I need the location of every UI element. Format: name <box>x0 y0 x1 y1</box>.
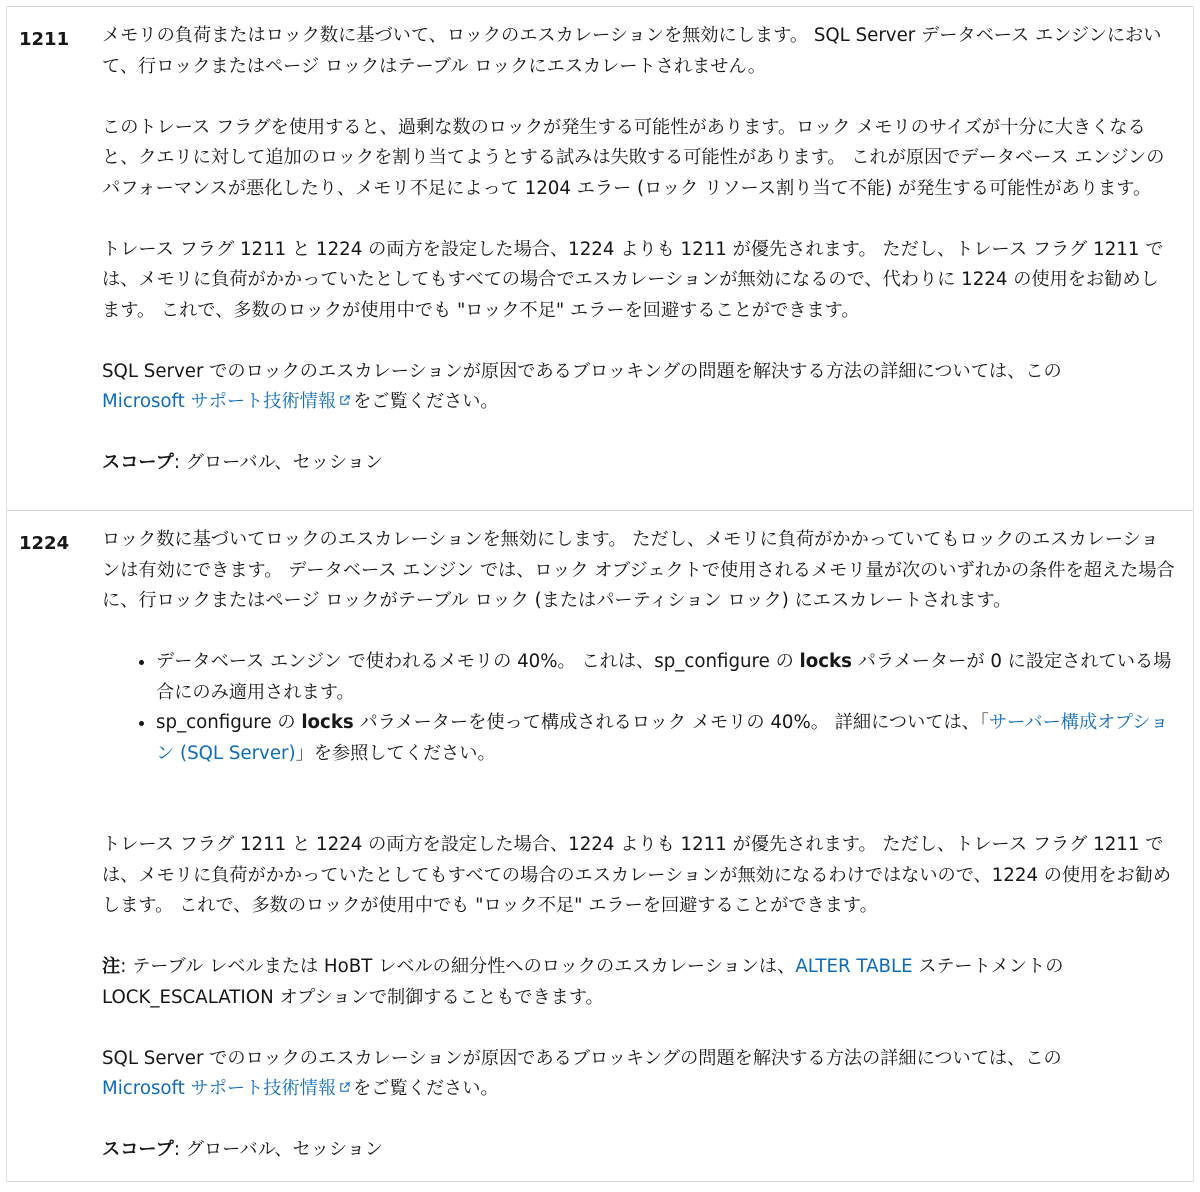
list-item-text: sp_configure の <box>156 712 302 733</box>
scope-label: スコープ <box>102 452 174 473</box>
microsoft-support-link[interactable]: Microsoft サポート技術情報 <box>102 1078 337 1099</box>
scope-paragraph <box>102 1135 1176 1166</box>
description-paragraph: トレース フラグ 1211 と 1224 の両方を設定した場合、1224 よりも 1211 が優先されます。 ただし、トレース フラグ 1211 では、メモリに負荷がかかっていたとしてもすべての場合でエスカレーションが無効になるので、代わりに 1224 の使用をお勧めします。 これで、多数のロックが使用中でも "ロック不足" エラーを回避することができます。 <box>102 238 1164 321</box>
server-config-options-link[interactable]: サーバー構成オプション (SQL Server) <box>156 712 1169 764</box>
note-text: ステートメントの LOCK_ESCALATION オプションで制御することもできます。 <box>102 956 1064 1008</box>
table-row <box>7 6 1193 510</box>
condition-list <box>102 647 1176 769</box>
list-item-text: データベース エンジン で使われるメモリの 40%。 これは、sp_configure の <box>156 651 800 672</box>
locks-keyword: locks <box>301 712 354 733</box>
note-paragraph <box>102 952 1176 1013</box>
support-text: SQL Server でのロックのエスカレーションが原因であるブロッキングの問題を解決する方法の詳細については、この <box>102 360 1062 382</box>
description-paragraph: このトレース フラグを使用すると、過剰な数のロックが発生する可能性があります。ロック メモリのサイズが十分に大きくなると、クエリに対して追加のロックを割り当てようとする試みは失敗する可能性があります。 これが原因でデータベース エンジンのパフォーマンスが悪化したり、メモリ不足によって 1204 エラー (ロック リソース割り当て不能) が発生する可能性があります。 <box>102 116 1165 199</box>
scope-value: : グローバル、セッション <box>173 452 384 473</box>
list-item-text: パラメーターが 0 に設定されている場合にのみ適用されます。 <box>156 651 1172 703</box>
trace-flag-number: 1224 <box>19 533 70 554</box>
list-item <box>156 708 1176 769</box>
microsoft-support-link[interactable]: Microsoft サポート技術情報 <box>102 391 337 412</box>
list-item-text: パラメーターを使って構成されるロック メモリの 40%。 詳細については、「 <box>353 712 989 733</box>
description-paragraph: メモリの負荷またはロック数に基づいて、ロックのエスカレーションを無効にします。 SQL Server データベース エンジンにおいて、行ロックまたはページ ロックはテーブル ロックにエスカレートされません。 <box>102 25 1162 77</box>
trace-flag-description <box>102 525 1176 1166</box>
external-link-icon <box>339 395 350 406</box>
trace-flag-number: 1211 <box>19 29 70 50</box>
external-link-icon <box>339 1082 350 1093</box>
scope-value: : グローバル、セッション <box>173 1139 384 1160</box>
list-item-text: 」を参照してください。 <box>295 742 496 764</box>
note-label: 注 <box>102 956 121 977</box>
trace-flag-description <box>102 21 1176 479</box>
description-paragraph: ロック数に基づいてロックのエスカレーションを無効にします。 ただし、メモリに負荷がかかっていてもロックのエスカレーションは有効にできます。 データベース エンジン では、ロック オブジェクトで使用されるメモリ量が次のいずれかの条件を超えた場合に、行ロックまたはページ ロックがテーブル ロック (またはパーティション ロック) にエスカレートされます。 <box>102 529 1175 611</box>
locks-keyword: locks <box>799 651 852 672</box>
support-text-after: をご覧ください。 <box>353 391 499 412</box>
note-text: : テーブル レベルまたは HoBT レベルの細分性へのロックのエスカレーションは、 <box>120 956 796 977</box>
support-text-after: をご覧ください。 <box>353 1078 499 1099</box>
list-item <box>156 647 1176 708</box>
alter-table-link[interactable]: ALTER TABLE <box>795 956 913 977</box>
description-paragraph: トレース フラグ 1211 と 1224 の両方を設定した場合、1224 よりも 1211 が優先されます。 ただし、トレース フラグ 1211 では、メモリに負荷がかかっていたとしてもすべての場合のエスカレーションが無効になるわけではないので、1224 の使用をお勧めします。 これで、多数のロックが使用中でも "ロック不足" エラーを回避することができます。 <box>102 834 1172 916</box>
table-row <box>7 510 1193 1182</box>
support-paragraph <box>102 1044 1176 1105</box>
support-paragraph <box>102 357 1176 418</box>
support-text: SQL Server でのロックのエスカレーションが原因であるブロッキングの問題を解決する方法の詳細については、この <box>102 1047 1062 1069</box>
trace-flag-table <box>6 6 1194 1182</box>
scope-label: スコープ <box>102 1139 174 1160</box>
scope-paragraph <box>102 448 1176 479</box>
